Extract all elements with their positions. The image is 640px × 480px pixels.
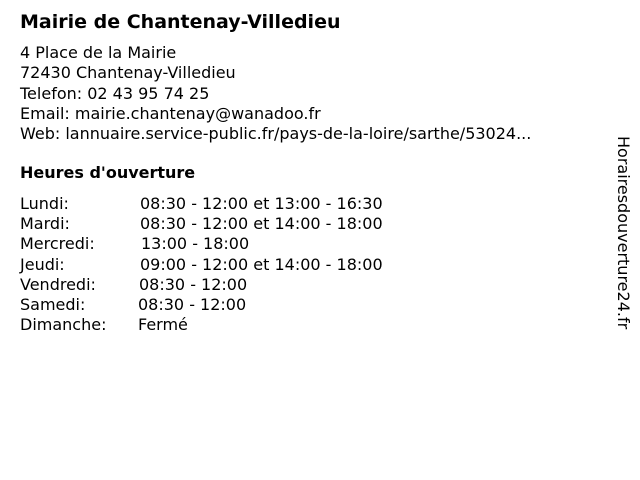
address-street: 4 Place de la Mairie <box>20 43 177 62</box>
phone-number: Telefon: 02 43 95 74 25 <box>20 83 210 103</box>
day-label: Jeudi: <box>20 254 65 274</box>
day-hours: 08:30 - 12:00 et 14:00 - 18:00 <box>140 214 383 234</box>
opening-hours-heading: Heures d'ouverture <box>20 163 196 182</box>
contact-info <box>20 43 531 144</box>
day-label: Dimanche: <box>20 315 107 335</box>
day-hours: 08:30 - 12:00 et 13:00 - 16:30 <box>140 194 383 213</box>
website-link[interactable]: Web: lannuaire.service-public.fr/pays-de-la-loire/sarthe/53024... <box>20 124 532 144</box>
day-label: Vendredi: <box>20 274 96 294</box>
day-label: Mardi: <box>20 214 70 234</box>
day-hours: Fermé <box>138 315 188 335</box>
day-hours: 08:30 - 12:00 <box>139 274 248 294</box>
day-label: Samedi: <box>20 294 86 314</box>
address-city: 72430 Chantenay-Villedieu <box>20 63 236 83</box>
day-hours: 08:30 - 12:00 <box>138 294 247 314</box>
day-hours: 09:00 - 12:00 et 14:00 - 18:00 <box>140 254 383 274</box>
page-title: Mairie de Chantenay-Villedieu <box>20 11 341 33</box>
day-label: Mercredi: <box>20 234 95 254</box>
email-address: Email: mairie.chantenay@wanadoo.fr <box>20 103 321 123</box>
day-hours: 13:00 - 18:00 <box>141 234 250 254</box>
watermark-text: Horairesdouverture24.fr <box>614 136 633 330</box>
day-label: Lundi: <box>20 194 69 213</box>
